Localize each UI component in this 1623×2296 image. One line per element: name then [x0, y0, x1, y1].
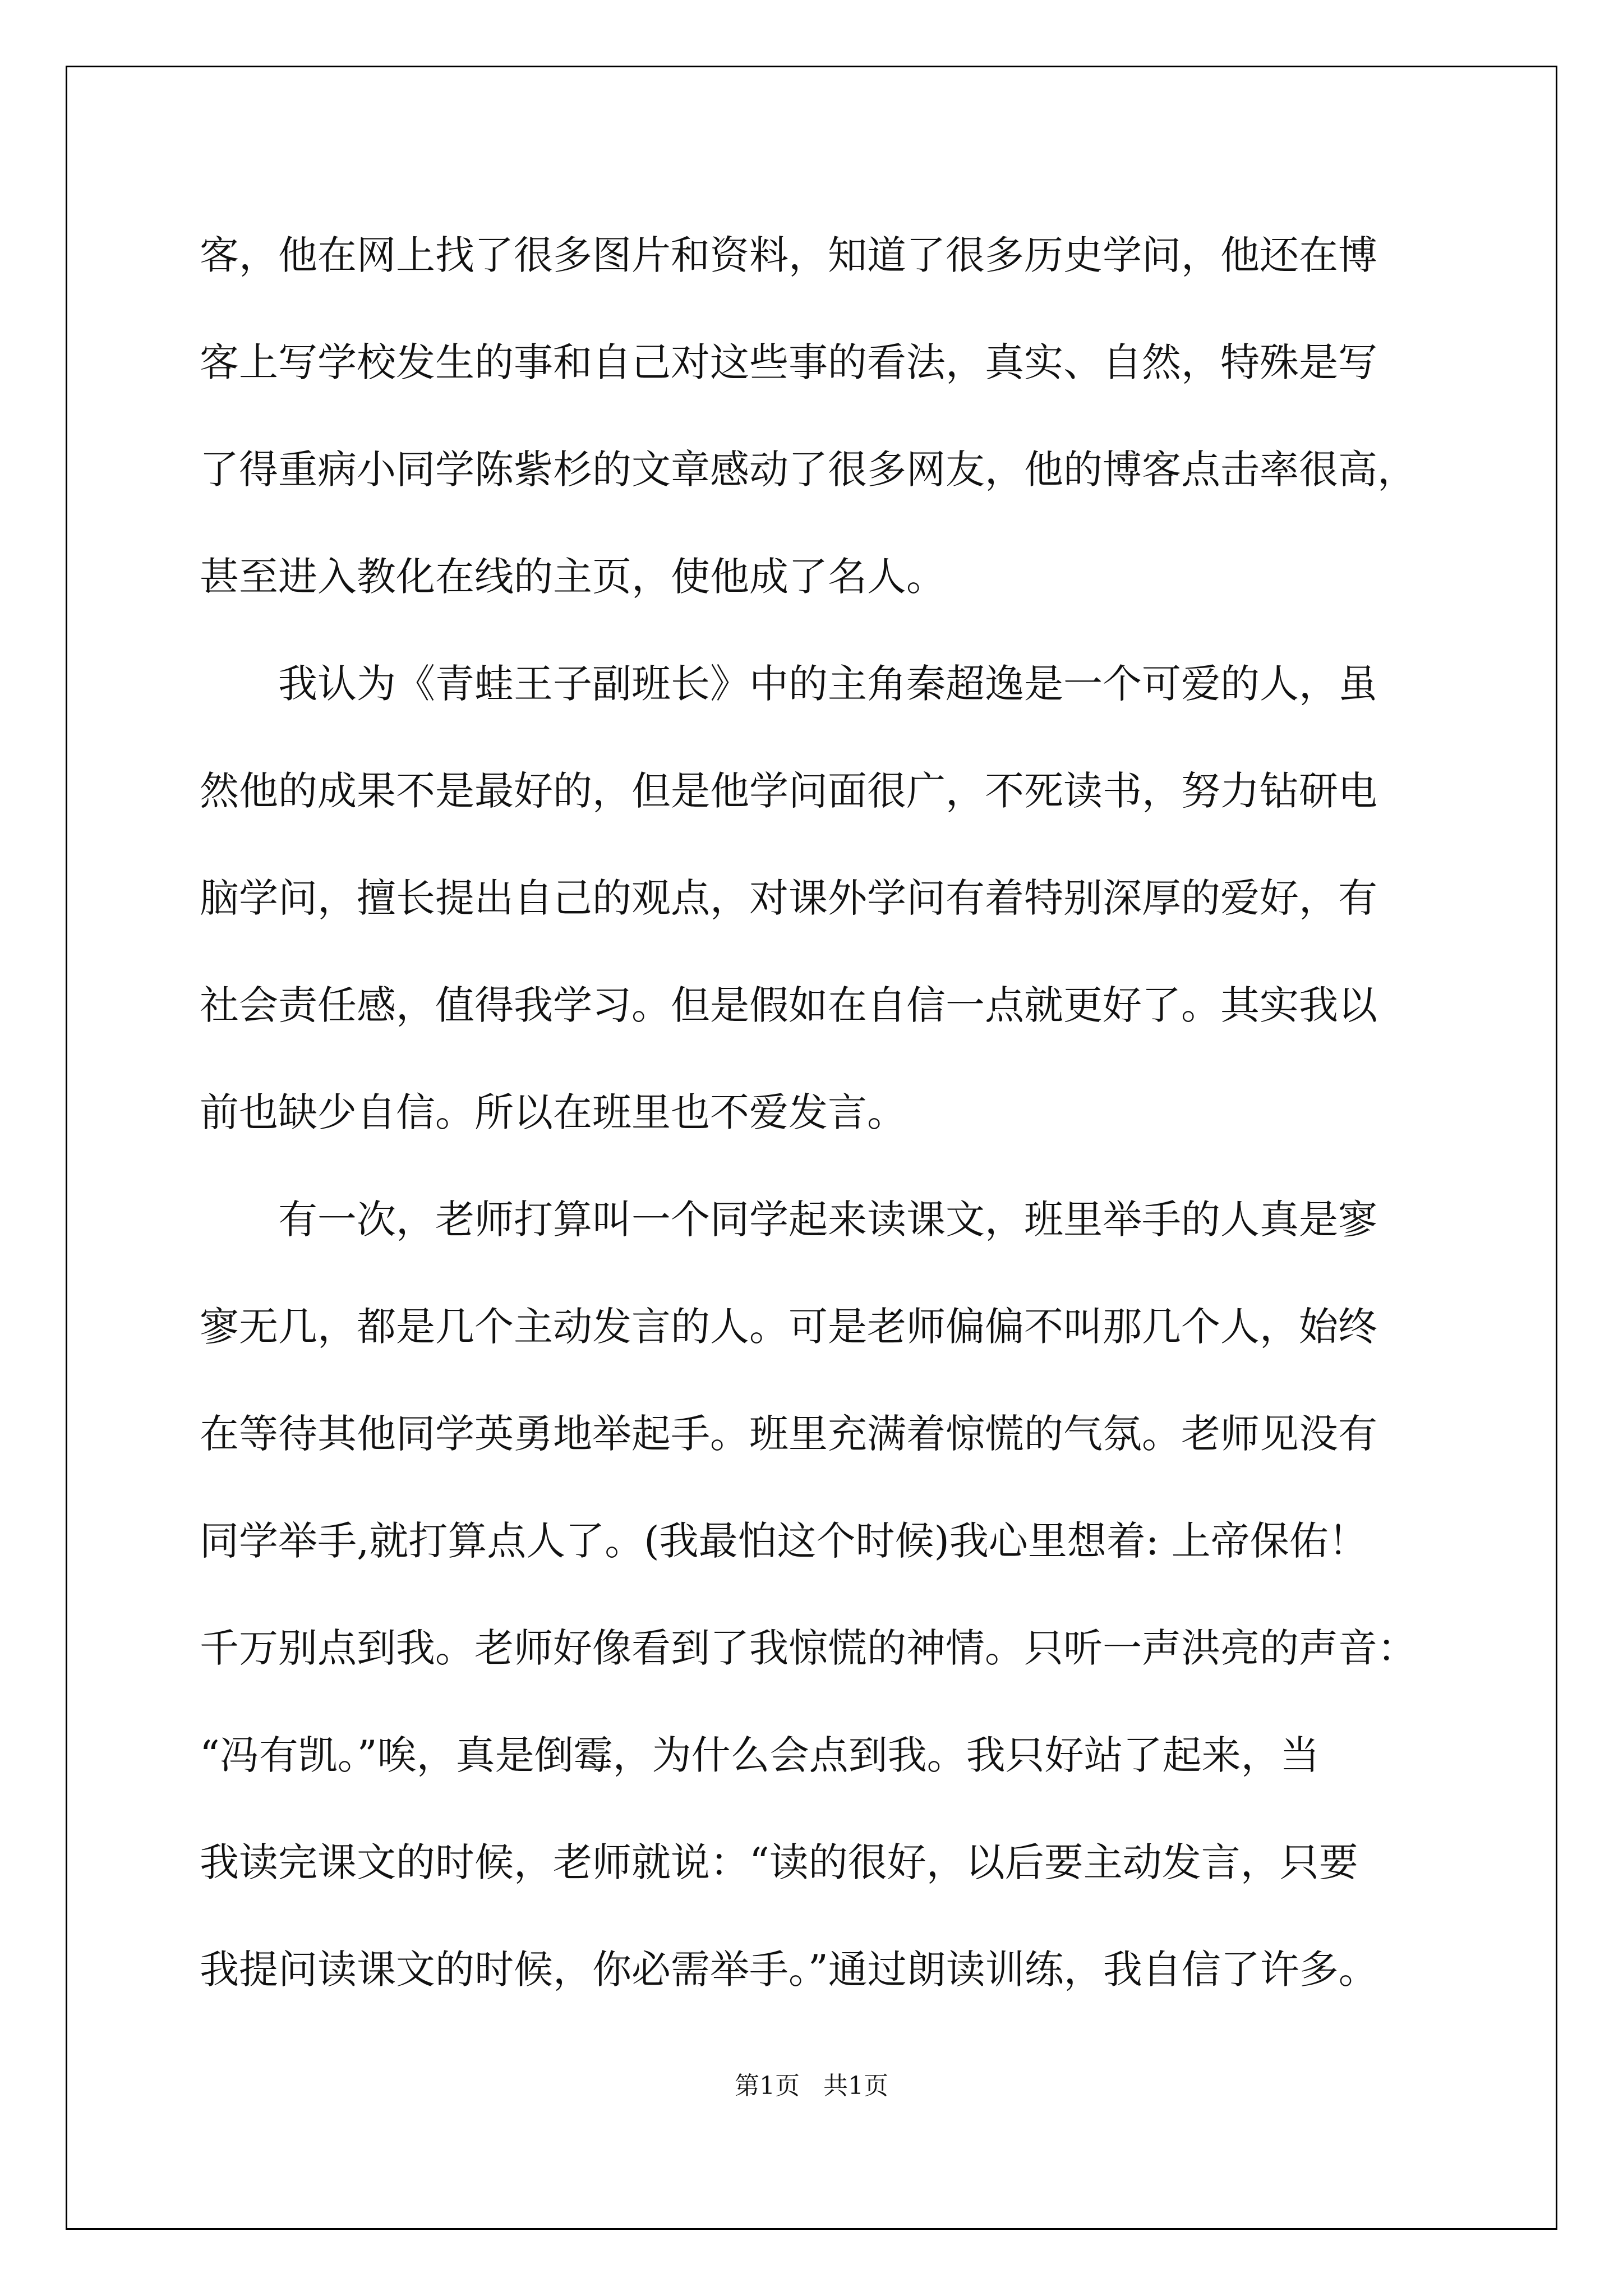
page-footer: 第1页 共1页: [735, 2072, 888, 2100]
text-line: 客上写学校发生的事和自己对这些事的看法，真实、自然，特殊是写: [200, 339, 1377, 385]
text-line: 客，他在网上找了很多图片和资料，知道了很多历史学问，他还在博: [200, 232, 1377, 278]
text-line: 脑学问，擅长提出自己的观点，对课外学问有着特别深厚的爱好，有: [200, 875, 1377, 921]
document-body: [200, 202, 1450, 2023]
text-line: 了得重病小同学陈紫杉的文章感动了很多网友，他的博客点击率很高，: [200, 447, 1417, 493]
text-line: 寥无几，都是几个主动发言的人。可是老师偏偏不叫那几个人，始终: [200, 1304, 1377, 1350]
text-line: 社会责任感，值得我学习。但是假如在自信一点就更好了。其实我以: [200, 982, 1377, 1028]
text-line: 千万别点到我。老师好像看到了我惊慌的神情。只听一声洪亮的声音：: [200, 1625, 1417, 1671]
text-line: 前也缺少自信。所以在班里也不爱发言。: [200, 1089, 906, 1135]
paragraph-first-line: 有一次，老师打算叫一个同学起来读课文，班里举手的人真是寥: [278, 1197, 1377, 1243]
text-line: “冯有凯。”唉，真是倒霉，为什么会点到我。我只好站了起来，当: [200, 1732, 1320, 1778]
text-line: 我读完课文的时候，老师就说：“读的很好，以后要主动发言，只要: [200, 1839, 1358, 1885]
paragraph-first-line: 我认为《青蛙王子副班长》中的主角秦超逸是一个可爱的人，虽: [278, 661, 1377, 707]
text-line: 同学举手,就打算点人了。(我最怕这个时候)我心里想着: 上帝保佑！: [200, 1518, 1368, 1564]
text-line: 在等待其他同学英勇地举起手。班里充满着惊慌的气氛。老师见没有: [200, 1411, 1377, 1457]
text-line: 我提问读课文的时候，你必需举手。”通过朗读训练，我自信了许多。: [200, 1947, 1378, 1993]
text-line: 甚至进入教化在线的主页，使他成了名人。: [200, 554, 946, 600]
text-line: 然他的成果不是最好的，但是他学问面很广，不死读书，努力钻研电: [200, 768, 1377, 814]
